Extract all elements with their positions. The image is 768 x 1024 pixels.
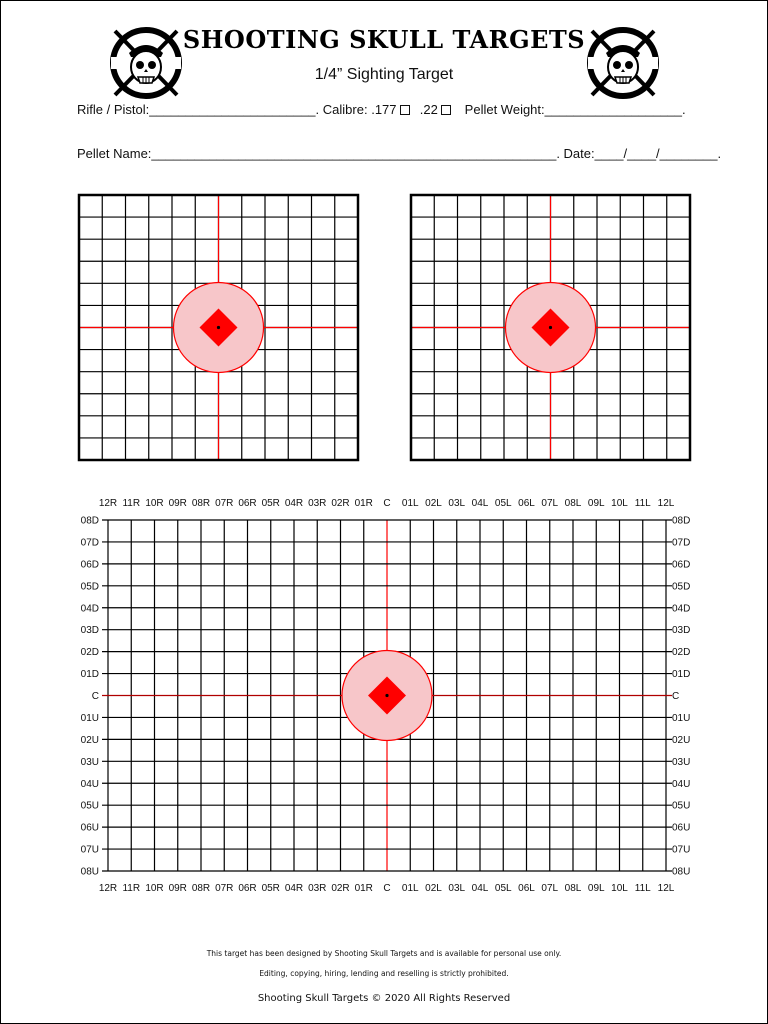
y-axis-label-left: 05U (80, 800, 99, 812)
y-axis-label-right: 07D (672, 537, 691, 549)
y-axis-label-left: 05D (80, 581, 99, 593)
footer-copyright: Shooting Skull Targets © 2020 All Rights Reserved (257, 993, 511, 1004)
rifle-field[interactable]: _______________________ (149, 102, 316, 117)
y-axis-label-left: 04U (80, 778, 99, 790)
date-field[interactable]: ____/____/________. (594, 146, 722, 161)
y-axis-label-right: 03U (672, 756, 691, 768)
calibre-label: . Calibre: (315, 102, 368, 117)
y-axis-label-right: 02U (672, 734, 691, 746)
x-axis-label-bottom: 01R (354, 883, 373, 894)
x-axis-label-bottom: 05L (494, 883, 512, 894)
footer-prohibition: Editing, copying, hiring, lending and reselling is strictly prohibited. (259, 969, 509, 978)
x-axis-label-top: 08R (191, 498, 211, 509)
y-axis-label-left: 03U (80, 756, 99, 768)
y-axis-label-left: 04D (80, 603, 99, 615)
x-axis-label-bottom: 09R (168, 883, 187, 894)
x-axis-label-top: 06L (518, 498, 535, 509)
x-axis-label-bottom: 06L (518, 883, 535, 894)
x-axis-label-top: 12L (657, 498, 675, 509)
y-axis-label-right: 04D (672, 603, 691, 615)
y-axis-label-right: 03D (672, 625, 691, 637)
pellet-name-label: Pellet Name: (77, 146, 152, 161)
y-axis-label-right: 01U (672, 712, 691, 724)
x-axis-label-top: 05R (261, 498, 280, 509)
y-axis-label-right: 02D (672, 647, 691, 659)
x-axis-label-bottom: 10R (145, 883, 164, 894)
rifle-label: Rifle / Pistol: (77, 102, 150, 117)
x-axis-label-bottom: 11L (634, 883, 651, 894)
x-axis-label-top: 07L (541, 498, 559, 509)
y-axis-label-right: 08D (672, 515, 691, 527)
x-axis-label-bottom: 09L (587, 883, 605, 894)
x-axis-label-bottom: 02L (425, 883, 442, 894)
y-axis-label-left: 07D (80, 537, 99, 549)
y-axis-label-right: 01D (672, 669, 691, 681)
y-axis-label-left: 03D (80, 625, 99, 637)
pellet-name-field[interactable]: ________________________________________________________ (151, 146, 557, 161)
date-label: . Date: (556, 146, 595, 161)
x-axis-label-top: 09L (587, 498, 605, 509)
x-axis-label-top: 01L (401, 498, 419, 509)
x-axis-label-top: 05L (494, 498, 512, 509)
x-axis-label-bottom: 04R (284, 883, 304, 894)
x-axis-label-bottom: 03R (308, 883, 327, 894)
y-axis-label-left: 01U (80, 712, 99, 724)
x-axis-label-top: 10R (145, 498, 164, 509)
y-axis-label-right: 05D (672, 581, 691, 593)
page-subtitle: 1/4” Sighting Target (314, 66, 454, 83)
x-axis-label-top: 02L (425, 498, 442, 509)
x-axis-label-bottom: C (383, 883, 391, 894)
x-axis-label-bottom: 03L (448, 883, 466, 894)
x-axis-label-bottom: 05R (261, 883, 280, 894)
x-axis-label-top: 09R (168, 498, 187, 509)
x-axis-label-bottom: 12R (98, 883, 118, 894)
footer-notice: This target has been designed by Shooting Skull Targets and is available for personal use only. (206, 949, 562, 958)
y-axis-label-right: C (672, 691, 680, 702)
calibre-option-22: .22 (419, 102, 438, 117)
x-axis-label-top: 11L (634, 498, 651, 509)
x-axis-label-top: 06R (238, 498, 257, 509)
x-axis-label-top: 04R (284, 498, 304, 509)
x-axis-label-top: 08L (564, 498, 582, 509)
y-axis-label-left: 06D (80, 559, 99, 571)
x-axis-label-top: 04L (471, 498, 489, 509)
y-axis-label-left: 08D (80, 515, 99, 527)
x-axis-label-bottom: 06R (238, 883, 257, 894)
y-axis-label-right: 04U (672, 778, 691, 790)
x-axis-label-top: 03L (448, 498, 466, 509)
page-title: SHOOTING SKULL TARGETS (182, 25, 586, 54)
x-axis-label-bottom: 08R (191, 883, 211, 894)
x-axis-label-bottom: 02R (331, 883, 350, 894)
x-axis-label-top: 02R (331, 498, 350, 509)
x-axis-label-bottom: 08L (564, 883, 582, 894)
y-axis-label-left: 06U (80, 822, 99, 834)
target-aim-dot (385, 694, 388, 697)
targets-canvas (1, 1, 767, 1023)
x-axis-label-top: C (383, 498, 391, 509)
x-axis-label-bottom: 10L (611, 883, 628, 894)
y-axis-label-left: 01D (80, 669, 99, 681)
y-axis-label-right: 06D (672, 559, 691, 571)
x-axis-label-bottom: 04L (471, 883, 489, 894)
x-axis-label-top: 07R (215, 498, 234, 509)
weight-field[interactable]: ___________________. (544, 102, 686, 117)
y-axis-label-right: 05U (672, 800, 691, 812)
x-axis-label-top: 03R (308, 498, 327, 509)
x-axis-label-bottom: 01L (401, 883, 419, 894)
y-axis-label-right: 08U (672, 866, 691, 878)
x-axis-label-bottom: 07L (541, 883, 559, 894)
y-axis-label-right: 06U (672, 822, 691, 834)
x-axis-label-top: 11R (122, 498, 141, 509)
y-axis-label-left: 08U (80, 866, 99, 878)
target-aim-dot (217, 326, 220, 329)
x-axis-label-top: 01R (354, 498, 373, 509)
x-axis-label-bottom: 07R (215, 883, 234, 894)
x-axis-label-bottom: 11R (122, 883, 141, 894)
y-axis-label-left: 02D (80, 647, 99, 659)
weight-label: Pellet Weight: (464, 102, 545, 117)
y-axis-label-left: C (91, 691, 99, 702)
y-axis-label-left: 07U (80, 844, 99, 856)
calibre-option-177: .177 (371, 102, 397, 117)
target-aim-dot (549, 326, 552, 329)
x-axis-label-top: 10L (611, 498, 628, 509)
x-axis-label-bottom: 12L (657, 883, 675, 894)
x-axis-label-top: 12R (98, 498, 118, 509)
y-axis-label-left: 02U (80, 734, 99, 746)
y-axis-label-right: 07U (672, 844, 691, 856)
